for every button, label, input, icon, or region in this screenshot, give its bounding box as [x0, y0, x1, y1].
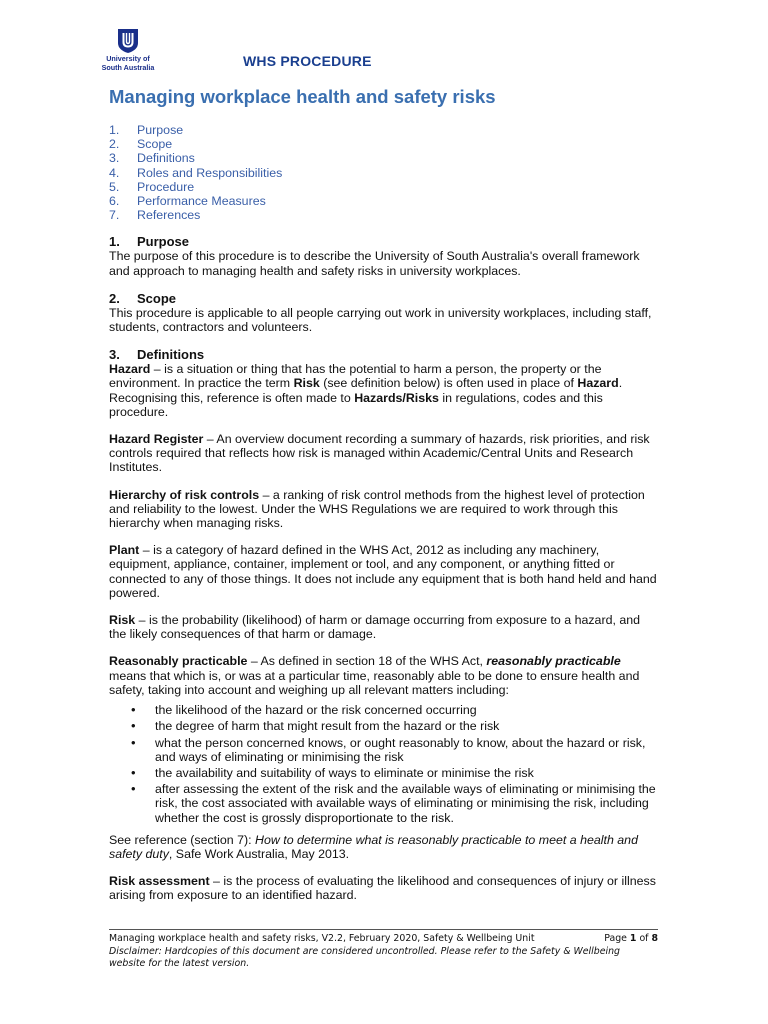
list-item: • what the person concerned knows, or ought reasonably to know, about the hazard or risk, and ways of eliminating or minimising the risk	[109, 736, 659, 764]
definition-hierarchy: Hierarchy of risk controls – a ranking of risk control methods from the highest level of protection and reliability to the lowest. Under the WHS Regulations we are required to work through this hierarchy when managing risks.	[109, 487, 645, 531]
toc-item-references[interactable]: 7. References	[109, 208, 201, 223]
list-item: • the availability and suitability of ways to eliminate or minimise the risk	[109, 766, 659, 780]
list-item: • after assessing the extent of the risk and the available ways of eliminating or minimising the risk, the cost associated with available ways of eliminating or minimising the risk, including whether the cost is grossly disproportionate to the risk.	[109, 782, 659, 825]
logo-line-1: University of	[106, 54, 150, 63]
toc-item-purpose[interactable]: 1. Purpose	[109, 123, 184, 137]
toc-item-scope[interactable]: 2. Scope	[109, 137, 173, 152]
page-title: Managing workplace health and safety risks	[109, 86, 496, 107]
toc-item-roles[interactable]: 4. Roles and Responsibilities	[109, 165, 283, 180]
document-type: WHS PROCEDURE	[243, 53, 372, 69]
table-of-contents	[109, 123, 659, 222]
definition-risk-assessment: Risk assessment – is the process of evaluating the likelihood and consequences of injury or illness arising from exposure to an identified hazard.	[109, 874, 656, 903]
toc-item-procedure[interactable]: 5. Procedure	[109, 179, 195, 194]
section-heading-purpose: 1. Purpose	[109, 234, 190, 250]
unisa-shield-icon	[117, 28, 139, 54]
definition-reasonably-practicable: Reasonably practicable – As defined in section 18 of the WHS Act, reasonably practicable means that which is, or was at a particular time, reasonably able to be done to ensure health and safety, taking into account and weighing up all relevant matters including:	[109, 654, 640, 697]
scope-text: This procedure is applicable to all people carrying out work in university workplaces, including staff, students, contractors and volunteers.	[109, 305, 652, 335]
definition-hazard-register: Hazard Register – An overview document recording a summary of hazards, risk priorities, and risk controls required that reflects how risk is managed within Academic/Central Units and Research Institutes.	[109, 432, 650, 475]
definition-hazard: Hazard – is a situation or thing that has the potential to harm a person, the property or the environment. In practice the term Risk (see definition below) is often used in place of Hazard. Recognising this, reference is often made to Hazards/Risks in regulations, codes and this procedure.	[109, 362, 623, 419]
definition-plant: Plant – is a category of hazard defined in the WHS Act, 2012 as including any machinery, equipment, appliance, container, implement or tool, and any component, or anything fitted or connected to any of those things. It does not include any equipment that is both hand held and hand powered.	[109, 543, 657, 600]
toc-item-definitions[interactable]: 3. Definitions	[109, 151, 195, 166]
logo-line-2: South Australia	[101, 63, 155, 72]
section-heading-scope: 2. Scope	[109, 290, 177, 306]
page-number: Page 1 of 8	[604, 933, 658, 944]
practicable-reference: See reference (section 7): How to determine what is reasonably practicable to meet a health and safety duty, Safe Work Australia, May 2013.	[109, 832, 638, 861]
footer-disclaimer: Disclaimer: Hardcopies of this document are considered uncontrolled. Please refer to the Safety & Wellbeing website for the latest version.	[109, 945, 620, 970]
section-heading-definitions: 3. Definitions	[109, 347, 205, 363]
definition-risk: Risk – is the probability (likelihood) of harm or damage occurring from exposure to a hazard, and the likely consequences of that harm or damage.	[109, 613, 641, 642]
university-logo	[96, 28, 160, 72]
list-item: • the degree of harm that might result from the hazard or the risk	[109, 719, 659, 733]
list-item: • the likelihood of the hazard or the risk concerned occurring	[109, 703, 659, 717]
toc-item-performance[interactable]: 6. Performance Measures	[109, 194, 266, 209]
page-footer	[109, 929, 658, 971]
footer-doc-info: Managing workplace health and safety risks, V2.2, February 2020, Safety & Wellbeing Unit	[109, 933, 535, 944]
purpose-text: The purpose of this procedure is to describe the University of South Australia's overall framework and approach to managing health and safety risks in university workplaces.	[109, 249, 640, 278]
document-body	[109, 123, 659, 916]
practicable-bullet-list	[109, 703, 659, 825]
